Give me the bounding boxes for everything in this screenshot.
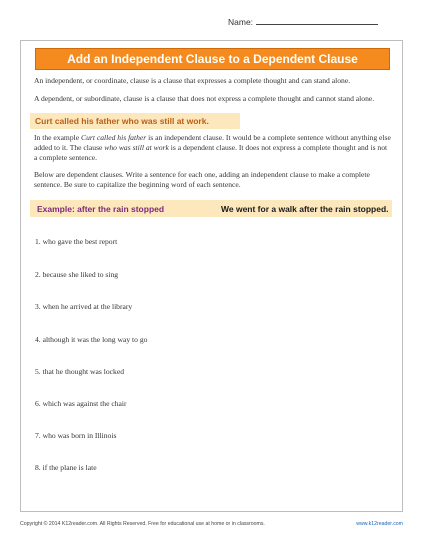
explanation-italic-dependent: who was still at work [104, 143, 169, 152]
copyright-notice: Copyright © 2014 K12reader.com. All Rights Reserved. Free for educational use at home or in classrooms. [20, 521, 265, 527]
question-item: 1. who gave the best report [35, 237, 118, 246]
example-row [30, 200, 392, 217]
name-field [228, 16, 378, 27]
worksheet-title: Add an Independent Clause to a Dependent Clause [35, 48, 390, 70]
question-item: 7. who was born in Illinois [35, 431, 117, 440]
definition-dependent: A dependent, or subordinate, clause is a clause that does not express a complete thought and cannot stand alone. [34, 94, 375, 103]
name-label: Name: [228, 17, 254, 27]
question-item: 8. if the plane is late [35, 463, 97, 472]
question-item: 5. that he thought was locked [35, 367, 124, 376]
explanation-text-2: is an independent clause. It would be a complete sentence without anything else added to it. The clause [34, 133, 391, 152]
instructions: Below are dependent clauses. Write a sentence for each one, adding an independent clause to make a complete sentence. Be sure to capitalize the beginning word of each sentence. [34, 170, 370, 189]
question-item: 3. when he arrived at the library [35, 302, 133, 311]
definition-independent: An independent, or coordinate, clause is a clause that expresses a complete thought and can stand alone. [34, 76, 351, 85]
site-link[interactable]: www.k12reader.com [356, 521, 403, 527]
question-item: 4. although it was the long way to go [35, 335, 148, 344]
name-blank-line[interactable] [256, 16, 378, 25]
question-item: 6. which was against the chair [35, 399, 127, 408]
explanation-text-1: In the example [34, 133, 82, 142]
example-explanation [34, 133, 392, 163]
question-item: 2. because she liked to sing [35, 270, 119, 279]
example-label: Example: after the rain stopped [37, 204, 165, 214]
explanation-italic-independent: Curt called his father [81, 133, 147, 142]
explanation-text-3: is a dependent clause. It does not express a complete thought and is not a complete sentence. [34, 143, 388, 162]
example-sentence-highlight: Curt called his father who was still at work. [30, 113, 240, 129]
example-answer: We went for a walk after the rain stopped. [221, 204, 389, 214]
